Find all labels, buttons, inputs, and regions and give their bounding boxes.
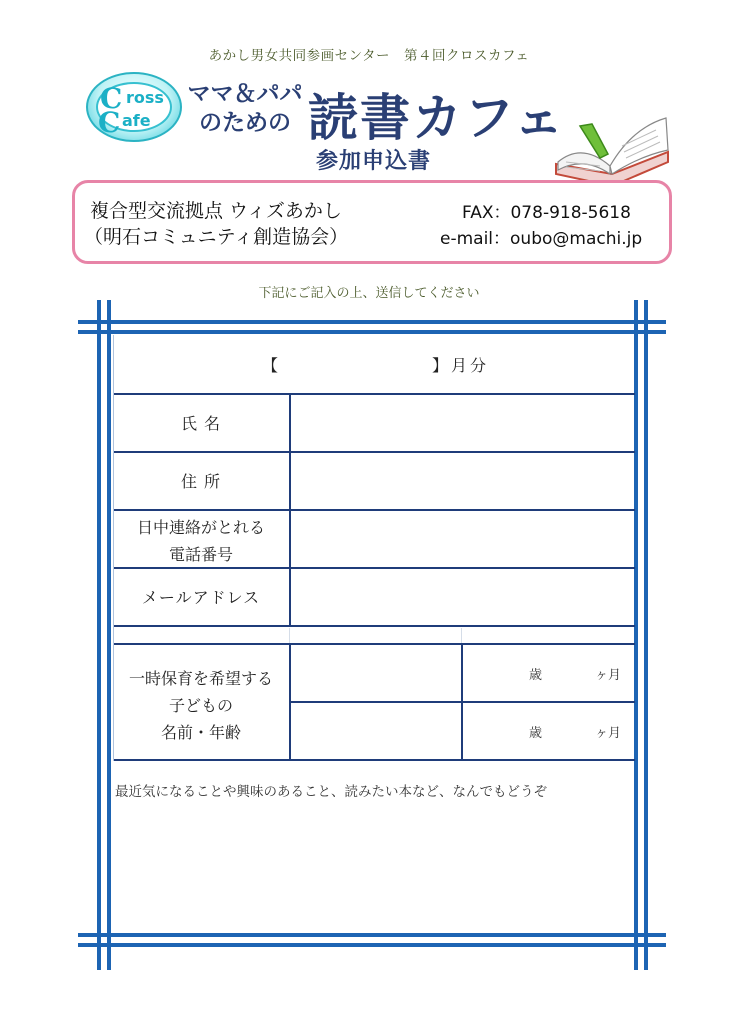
child-name-field-2[interactable] xyxy=(292,704,460,758)
address-label: 住 所 xyxy=(180,472,222,491)
fax-number: FAX：078-918-5618 xyxy=(462,203,631,223)
organizer-line: あかし男女共同参画センター 第４回クロスカフェ xyxy=(208,48,530,64)
target-audience: ママ＆パパ のための xyxy=(187,81,303,136)
email-field[interactable] xyxy=(292,570,634,624)
email-label: メールアドレス xyxy=(141,588,261,607)
form-title: 参加申込書 xyxy=(316,149,432,174)
comments-prompt: 最近気になることや興味のあること、読みたい本など、なんでもどうぞ xyxy=(115,784,547,800)
address-field[interactable] xyxy=(292,454,634,508)
page-title: 読書カフェ xyxy=(308,89,566,147)
month-bracket-open: 【 xyxy=(262,356,279,375)
phone-label: 日中連絡がとれる 電話番号 xyxy=(136,518,265,564)
cross-cafe-logo: C ross C afe xyxy=(86,72,182,142)
month-field[interactable] xyxy=(282,346,428,376)
age-years-unit: 歳 xyxy=(529,668,543,683)
instruction-text: 下記にご記入の上、送信してください xyxy=(258,286,480,301)
child-age-field-2[interactable] xyxy=(464,704,634,758)
age-months-unit: ヶ月 xyxy=(595,668,622,683)
name-label: 氏 名 xyxy=(180,414,222,433)
age-months-unit: ヶ月 xyxy=(595,726,622,741)
org-name: 複合型交流拠点 ウィズあかし xyxy=(90,200,342,222)
age-years-unit: 歳 xyxy=(529,726,543,741)
child-age-field-1[interactable] xyxy=(464,646,634,700)
comments-field[interactable] xyxy=(115,802,633,928)
name-field[interactable] xyxy=(292,396,634,450)
email-address: e-mail：oubo@machi.jp xyxy=(440,229,643,249)
phone-field[interactable] xyxy=(292,512,634,566)
month-bracket-close: 】月分 xyxy=(432,356,490,375)
childcare-label: 一時保育を希望する 子どもの 名前・年齢 xyxy=(128,669,273,742)
child-name-field-1[interactable] xyxy=(292,646,460,700)
org-subname: （明石コミュニティ創造協会） xyxy=(84,226,349,248)
